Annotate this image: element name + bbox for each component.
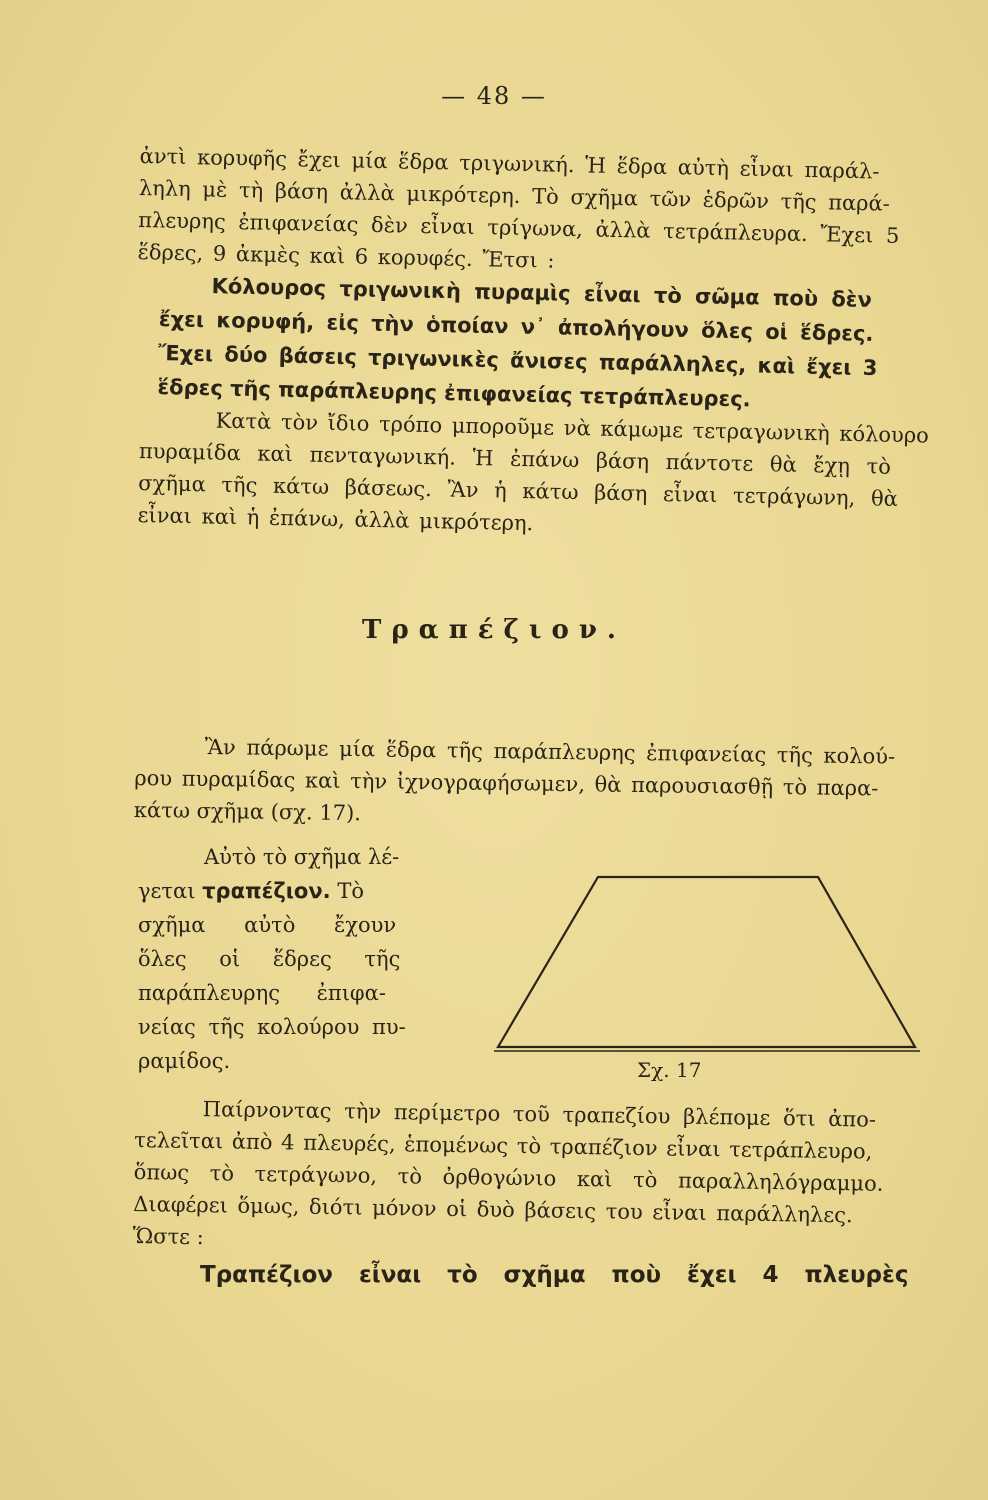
side-text-line: ὅλες οἱ ἕδρες τῆς: [138, 947, 401, 971]
paragraph-1-line: πλευρης ἐπιφανείας δὲν εἶναι τρίγωνα, ἀλλὰ τετράπλευρα. Ἔχει 5: [138, 207, 900, 248]
side-text-line: Αὐτὸ τὸ σχῆμα λέ-: [204, 845, 400, 869]
section-heading: Τραπέζιον.: [362, 615, 626, 645]
side-text-line: [138, 874, 430, 908]
trapezoid-shape: [498, 877, 915, 1047]
definition-truncated-pyramid: [157, 268, 960, 421]
side-text-line: σχῆμα αὐτὸ ἔχουν: [138, 913, 397, 937]
paragraph-1-line: ληλη μὲ τὴ βάση ἀλλὰ μικρότερη. Τὸ σχῆμα τῶν ἑδρῶν τῆς παρά-: [138, 175, 891, 216]
paragraph-1-line: ἕδρες, 9 ἀκμὲς καὶ 6 κορυφές. Ἔτσι :: [137, 239, 555, 273]
paragraph-4-line: τελεῖται ἀπὸ 4 πλευρές, ἑπομένως τὸ τραπέζιον εἶναι τετράπλευρο,: [134, 1127, 873, 1164]
paragraph-1: [137, 140, 952, 285]
paragraph-2-line: πυραμίδα καὶ πενταγωνική. Ἡ ἐπάνω βάση πάντοτε θὰ ἔχῃ τὸ: [138, 438, 892, 479]
definition-line: ἕδρες τῆς παράπλευρης ἐπιφανείας τετράπλευρες.: [157, 374, 751, 412]
paragraph-4: [132, 1092, 946, 1265]
paragraph-3-line: ρου πυραμίδας καὶ τὴν ἰχνογραφήσωμεν, θὰ παρουσιασθῇ τὸ παρα-: [134, 765, 879, 801]
paragraph-4-line: ὅπως τὸ τετράγωνο, τὸ ὀρθογώνιο καὶ τὸ παραλληλόγραμμο.: [133, 1159, 884, 1196]
paragraph-2-line: εἶναι καὶ ἡ ἐπάνω, ἀλλὰ μικρότερη.: [137, 502, 534, 536]
paragraph-2-line: Κατὰ τὸν ἴδιο τρόπο μποροῦμε νὰ κάμωμε τετραγωνικὴ κόλουρο: [215, 408, 930, 448]
trapezoid-term: τραπέζιον.: [202, 879, 331, 903]
paragraph-1-line: ἀντὶ κορυφῆς ἔχει μία ἕδρα τριγωνική. Ἡ ἕδρα αὐτὴ εἶναι παράλ-: [139, 143, 880, 184]
side-text-line: ραμίδος.: [138, 1049, 231, 1073]
paragraph-3-line: κάτω σχῆμα (σχ. 17).: [133, 797, 362, 826]
side-text-word: γεται: [138, 879, 196, 903]
side-text-line: παράπλευρης ἐπιφα-: [138, 981, 386, 1005]
trapezoid-description: [138, 840, 430, 1078]
side-text-line: νείας τῆς κολούρου πυ-: [138, 1015, 406, 1039]
paragraph-2: [137, 403, 952, 548]
trapezoid-figure: [480, 855, 940, 1095]
page-number: — 48 —: [441, 82, 547, 110]
paragraph-4-line: Παίρνοντας τὴν περίμετρο τοῦ τραπεζίου βλέπομε ὅτι ἀπο-: [202, 1097, 877, 1132]
paragraph-2-line: σχῆμα τῆς κάτω βάσεως. Ἂν ἡ κάτω βάση εἶναι τετράγωνη, θὰ: [138, 470, 899, 511]
definition-line: Ἔχει δύο βάσεις τριγωνικὲς ἄνισες παράλληλες, καὶ ἔχει 3: [157, 340, 878, 381]
paragraph-3: [134, 730, 947, 837]
side-text-word: Τὸ: [337, 879, 364, 903]
definition-line: ἔχει κορυφή, εἰς τὴν ὁποίαν ν᾽ ἀπολήγουν ὅλες οἱ ἕδρες.: [158, 306, 874, 346]
trapezoid-definition: Τραπέζιον εἶναι τὸ σχῆμα ποὺ ἔχει 4 πλευρὲς: [200, 1262, 909, 1288]
figure-caption: Σχ. 17: [637, 1058, 702, 1082]
definition-line: Κόλουρος τριγωνικὴ πυραμὶς εἶναι τὸ σῶμα ποὺ δὲν: [211, 274, 873, 312]
paragraph-3-line: Ἂν πάρωμε μία ἕδρα τῆς παράπλευρης ἐπιφανείας τῆς κολού-: [204, 734, 896, 769]
paragraph-4-line: Ὥστε :: [132, 1223, 204, 1250]
paragraph-4-line: Διαφέρει ὅμως, διότι μόνον οἱ δυὸ βάσεις του εἶναι παράλληλες.: [133, 1191, 853, 1228]
